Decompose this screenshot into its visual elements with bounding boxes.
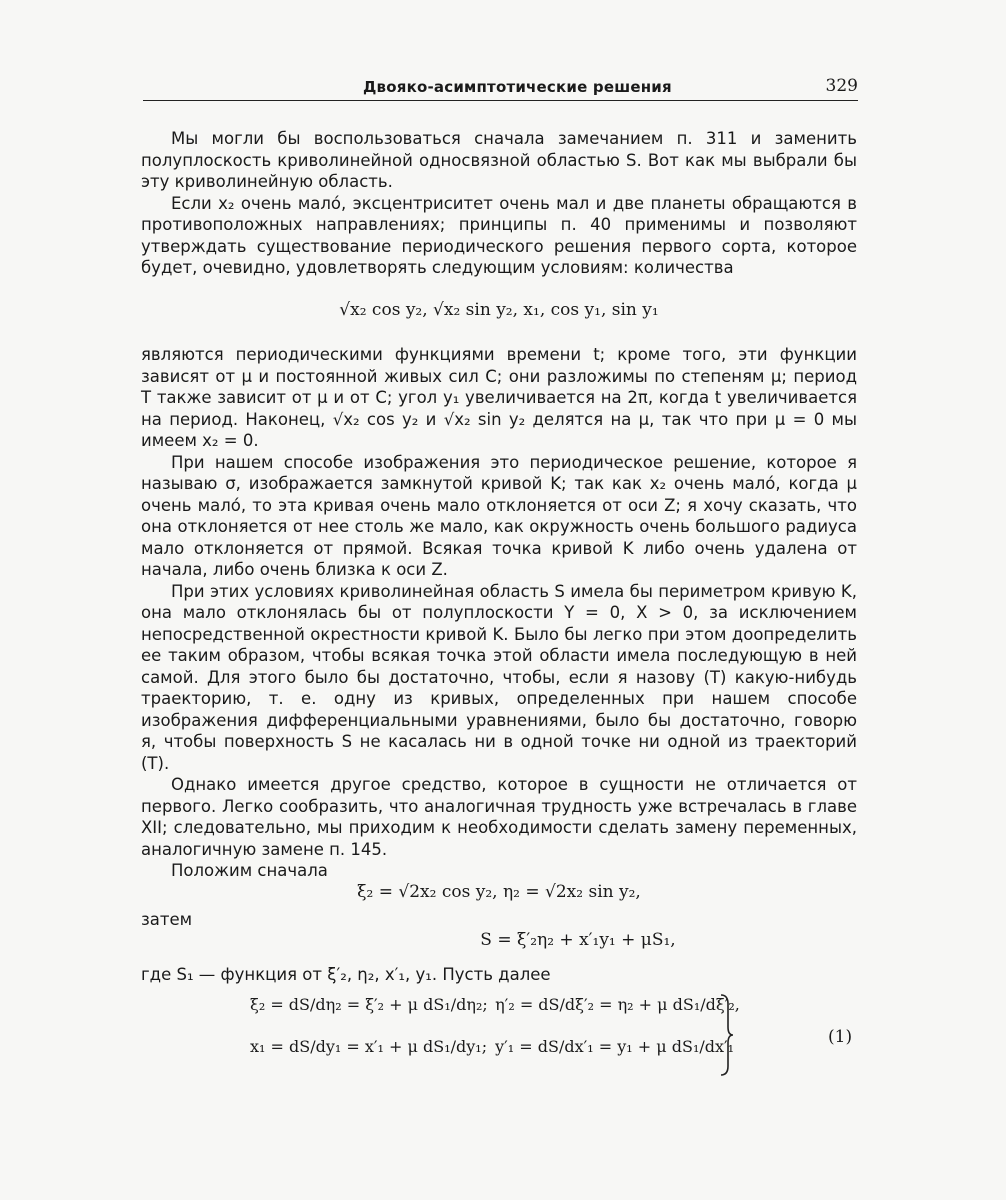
paragraph-5: При этих условиях криволинейная область S имела бы периметром кривую K, она мало отклонялась бы от полуплоскости Y = 0, X > 0, за исключением непосредственной окрестности кривой K. Было бы легко при этом доопределить ее таким образом, чтобы всякая точка этой области имела последующую в ней самой. Для этого было бы достаточно, чтобы, если я назову (T) какую-нибудь траекторию, т. е. одну из кривых, определенных при нашем способе изображения дифференциальными уравнениями, было бы достаточно, говорю я, чтобы поверхность S не касалась ни в одной точке ни одной из траекторий (T). (141, 581, 857, 773)
system-row-2-left: x₁ = dS/dy₁ = x′₁ + μ dS₁/dy₁; (250, 1037, 488, 1056)
header-rule (143, 100, 858, 101)
text-block-1 (141, 128, 857, 279)
paragraph-4: При нашем способе изображения это периодическое решение, которое я называю σ, изображается замкнутой кривой K; так как x₂ очень мало́, когда μ очень мало́, то эта кривая очень мало отклоняется от оси Z; я хочу сказать, что она отклоняется от нее столь же мало, как окружность очень большого радиуса мало отклоняется от прямой. Всякая точка кривой K либо очень удалена от начала, либо очень близка к оси Z. (141, 452, 857, 579)
paragraph-1: Мы могли бы воспользоваться сначала замечанием п. 311 и заменить полуплоскость криволинейной односвязной областью S. Вот как мы выбрали бы эту криволинейную область. (141, 129, 857, 191)
running-title: Двояко-асимптотические решения (363, 78, 672, 96)
paragraph-7: Положим сначала (171, 861, 328, 880)
system-row-2-right: y′₁ = dS/dx′₁ = y₁ + μ dS₁/dx′₁ (495, 1037, 735, 1056)
label-gde: где S₁ — функция от ξ′₂, η₂, x′₁, y₁. Пусть далее (141, 965, 551, 984)
equation-system (250, 995, 740, 1079)
system-row-1-left: ξ₂ = dS/dη₂ = ξ′₂ + μ dS₁/dη₂; (250, 995, 488, 1014)
equation-number: (1) (828, 1027, 853, 1047)
system-row-1-right: η′₂ = dS/dξ′₂ = η₂ + μ dS₁/dξ′₂, (495, 995, 740, 1014)
paragraph-3: являются периодическими функциями времени t; кроме того, эти функции зависят от μ и постоянной живых сил C; они разложимы по степеням μ; период T также зависит от μ и от C; угол y₁ увеличивается на 2π, когда t увеличивается на период. Наконец, √x₂ cos y₂ и √x₂ sin y₂ делятся на μ, так что при μ = 0 мы имеем x₂ = 0. (141, 345, 857, 450)
formula-quantities: √x₂ cos y₂, √x₂ sin y₂, x₁, cos y₁, sin y₁ (339, 300, 659, 320)
label-zatem: затем (141, 910, 193, 929)
running-header (143, 74, 858, 100)
right-brace (720, 994, 734, 1076)
text-block-2 (141, 344, 857, 882)
paragraph-2: Если x₂ очень мало́, эксцентриситет очень мал и две планеты обращаются в противоположных направлениях; принципы п. 40 применимы и позволяют утверждать существование периодического решения первого сорта, которое будет, очевидно, удовлетворять следующим условиям: количества (141, 193, 857, 277)
system-row-1 (250, 995, 740, 1037)
formula-S: S = ξ′₂η₂ + x′₁y₁ + μS₁, (480, 930, 676, 950)
system-row-2 (250, 1037, 735, 1079)
paragraph-6: Однако имеется другое средство, которое в сущности не отличается от первого. Легко сообразить, что аналогичная трудность уже встречалась в главе XII; следовательно, мы приходим к необходимости сделать замену переменных, аналогичную замене п. 145. (141, 775, 857, 859)
page-number: 329 (825, 76, 858, 96)
formula-xi-eta: ξ₂ = √2x₂ cos y₂, η₂ = √2x₂ sin y₂, (357, 882, 641, 902)
